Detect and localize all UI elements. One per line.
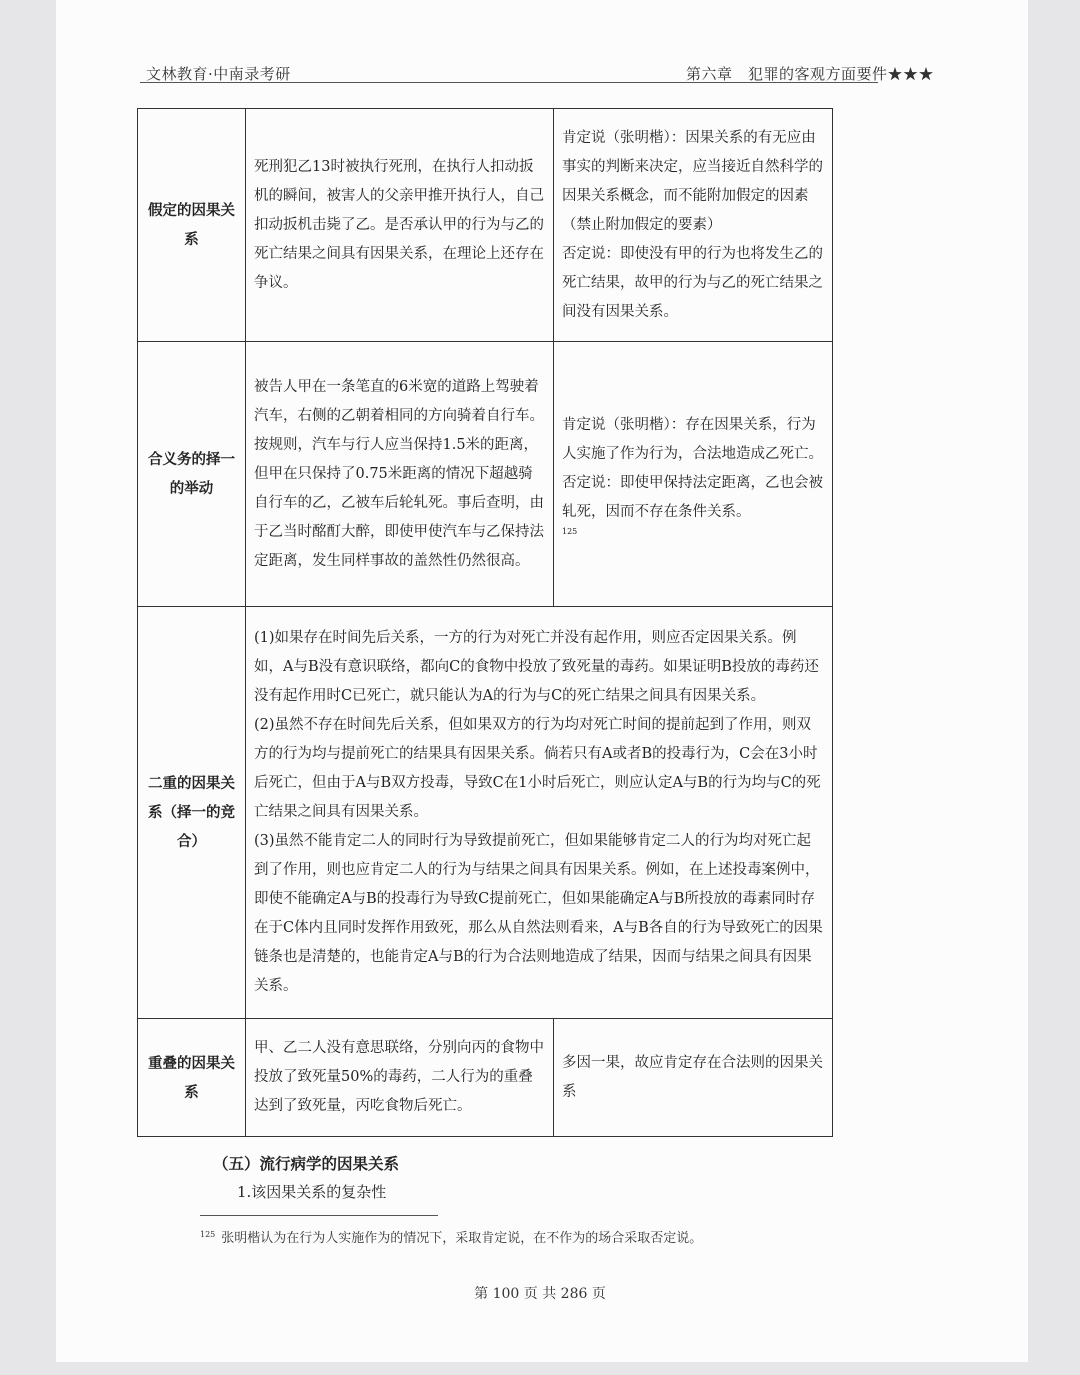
section-subtitle: 1.该因果关系的复杂性 — [237, 1183, 387, 1201]
header-right: 第六章 犯罪的客观方面要件★★★ — [685, 65, 934, 83]
case-cell: 死刑犯乙13时被执行死刑，在执行人扣动扳机的瞬间，被害人的父亲甲推开执行人，自己扣动扳机击毙了乙。是否承认甲的行为与乙的死亡结果之间具有因果关系，在理论上还存在争议。 — [246, 109, 554, 342]
table-row — [138, 342, 833, 607]
paragraph: (1)如果存在时间先后关系，一方的行为对死亡并没有起作用，则应否定因果关系。例如，A与B没有意识联络，都向C的食物中投放了致死量的毒药。如果证明B投放的毒药还没有起作用时C已死亡，就只能认为A的行为与C的死亡结果之间具有因果关系。 — [254, 630, 819, 704]
opinion-cell — [554, 342, 833, 607]
causality-table — [137, 108, 833, 1137]
section-title: （五）流行病学的因果关系 — [213, 1155, 400, 1173]
paragraph: (2)虽然不存在时间先后关系，但如果双方的行为均对死亡时间的提前起到了作用，则双方的行为均与提前死亡的结果具有因果关系。倘若只有A或者B的投毒行为，C会在3小时后死亡，但由于A与B双方投毒，导致C在1小时后死亡，则应认定A与B的行为均与C的死亡结果之间具有因果关系。 — [254, 717, 821, 820]
case-cell: 甲、乙二人没有意思联络，分别向丙的食物中投放了致死量50%的毒药，二人行为的重叠达到了致死量，丙吃食物后死亡。 — [246, 1019, 554, 1137]
negative-opinion: 否定说：即使没有甲的行为也将发生乙的死亡结果，故甲的行为与乙的死亡结果之间没有因果关系。 — [562, 245, 823, 320]
negative-opinion: 否定说：即使甲保持法定距离，乙也会被轧死，因而不存在条件关系。 — [562, 475, 823, 520]
opinion-cell: 多因一果，故应肯定存在合法则的因果关系 — [554, 1019, 833, 1137]
row-label: 二重的因果关系（择一的竞合） — [138, 607, 246, 1019]
header-rule — [140, 82, 878, 83]
row-label: 假定的因果关系 — [138, 109, 246, 342]
row-label: 合义务的择一的举动 — [138, 342, 246, 607]
table-row — [138, 1019, 833, 1137]
paragraph: (3)虽然不能肯定二人的同时行为导致提前死亡，但如果能够肯定二人的行为均对死亡起到了作用，则也应肯定二人的行为与结果之间具有因果关系。例如，在上述投毒案例中，即使不能确定A与B的投毒行为导致C提前死亡，但如果能确定A与B所投放的毒素同时存在于C体内且同时发挥作用致死，那么从自然法则看来，A与B各自的行为导致死亡的因果链条也是清楚的，也能肯定A与B的行为合法则地造成了结果，因而与结果之间具有因果关系。 — [254, 833, 823, 994]
table-row — [138, 109, 833, 342]
affirmative-opinion: 肯定说（张明楷）：存在因果关系，行为人实施了作为行为，合法地造成乙死亡。 — [562, 417, 823, 462]
footnote — [200, 1227, 702, 1246]
footnote-text: 张明楷认为在行为人实施作为的情况下，采取肯定说，在不作为的场合采取否定说。 — [221, 1231, 703, 1246]
header-left: 文林教育·中南录考研 — [146, 65, 291, 83]
case-cell: 被告人甲在一条笔直的6米宽的道路上驾驶着汽车，右侧的乙朝着相同的方向骑着自行车。按规则，汽车与行人应当保持1.5米的距离，但甲在只保持了0.75米距离的情况下超越骑自行车的乙，乙被车后轮轧死。事后查明，由于乙当时酩酊大醉，即使甲使汽车与乙保持法定距离，发生同样事故的盖然性仍然很高。 — [246, 342, 554, 607]
table-row — [138, 607, 833, 1019]
affirmative-opinion: 肯定说（张明楷）：因果关系的有无应由事实的判断来决定，应当接近自然科学的因果关系概念，而不能附加假定的因素（禁止附加假定的要素） — [562, 129, 823, 233]
footnote-rule — [200, 1215, 438, 1216]
opinion-cell — [554, 109, 833, 342]
footnote-ref: 125 — [562, 527, 578, 536]
page-number: 第 100 页 共 286 页 — [474, 1286, 606, 1302]
row-label: 重叠的因果关系 — [138, 1019, 246, 1137]
footnote-number: 125 — [200, 1229, 216, 1239]
explanation-cell — [246, 607, 833, 1019]
